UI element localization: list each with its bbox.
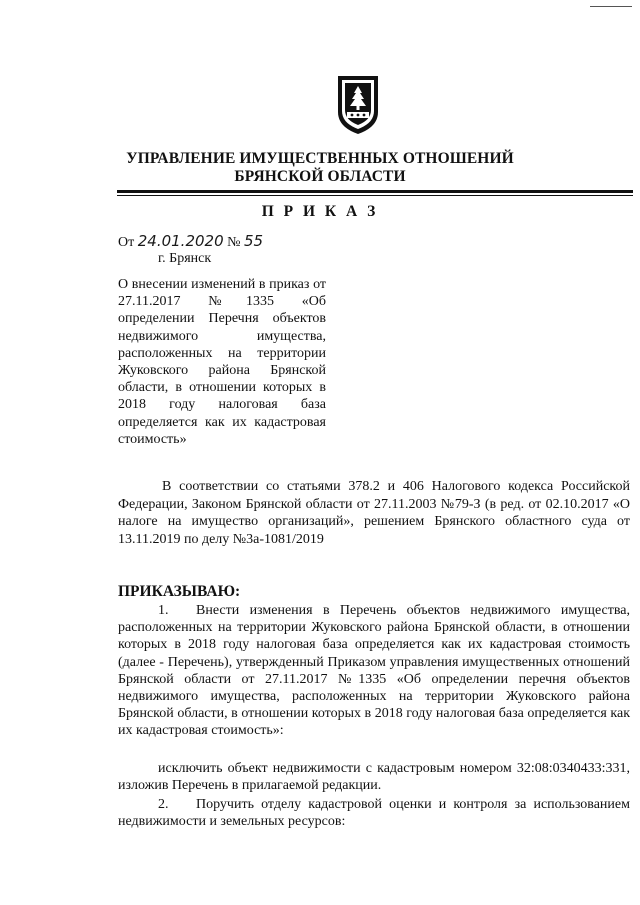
city: г. Брянск — [158, 251, 212, 266]
order-item-1-subpoint: исключить объект недвижимости с кадастровым номером 32:08:0340433:331, изложив Перечень в прилагаемой редакции. — [118, 761, 630, 794]
agency-title — [0, 150, 640, 186]
orders-heading: ПРИКАЗЫВАЮ: — [118, 583, 241, 600]
agency-title-line1: УПРАВЛЕНИЕ ИМУЩЕСТВЕННЫХ ОТНОШЕНИЙ — [126, 150, 514, 167]
order-item-2 — [118, 796, 630, 830]
scan-corner-mark — [590, 6, 632, 7]
order-item-1 — [118, 602, 630, 740]
order-item-number: 1. — [158, 603, 169, 618]
bryansk-coat-of-arms-icon — [333, 72, 383, 136]
order-subject: О внесении изменений в приказ от 27.11.2017 №1335 «Об определении Перечня объектов недвижимого имущества, расположенных на территории Жуковского района Брянской области, в отношении которых в 2018 году налоговая база определяется как их кадастровая стоимость» — [118, 277, 326, 447]
date-prefix: От — [118, 235, 135, 250]
number-value: 55 — [243, 232, 264, 250]
header-rule-thick — [117, 190, 633, 193]
date-value: 24.01.2020 — [137, 232, 224, 250]
order-item-text: Внести изменения в Перечень объектов недвижимого имущества, расположенных на территории Жуковского района Брянской области, в отношении которых в 2018 году налоговая база определяется как их кадастровая стоимость (далее - Перечень), утвержденный Приказом управления имущественных отношений Брянской области от 27.11.2017 №1335 «Об определении перечня объектов недвижимого имущества, расположенных на территории Жуковского района Брянской области, в отношении которых в 2018 году налоговая база определяется как их кадастровая стоимость»: — [118, 603, 630, 739]
preamble: В соответствии со статьями 378.2 и 406 Налогового кодекса Российской Федерации, Законом Брянской области от 27.11.2003 №79-З (в ред. от 02.10.2017 «О налоге на имущество организаций», решением Брянского областного суда от 13.11.2019 по делу №3а-1081/2019 — [118, 479, 630, 547]
header-rule-thin — [117, 195, 633, 196]
date-number-line — [118, 232, 263, 251]
number-prefix: № — [227, 235, 241, 250]
order-item-number: 2. — [158, 797, 169, 812]
order-item-text: Поручить отделу кадастровой оценки и контроля за использованием недвижимости и земельных ресурсов: — [118, 797, 630, 830]
agency-title-line2: БРЯНСКОЙ ОБЛАСТИ — [234, 168, 406, 185]
document-type: П Р И К А З — [261, 203, 379, 220]
